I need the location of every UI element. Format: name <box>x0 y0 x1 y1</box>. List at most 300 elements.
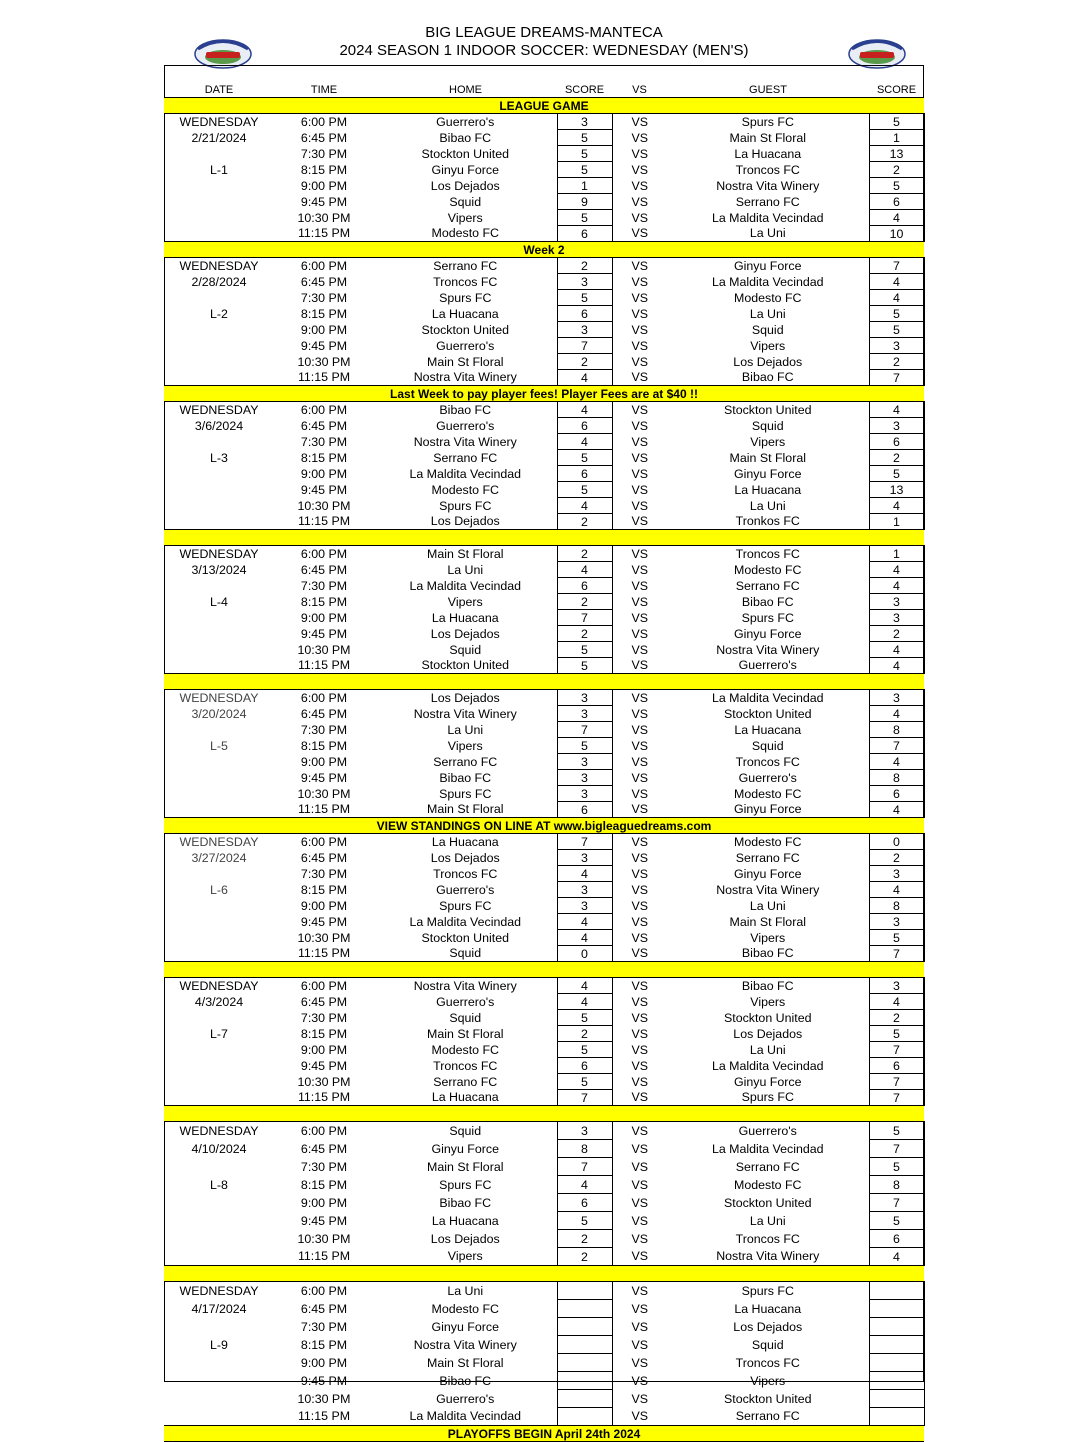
guest-team: Troncos FC <box>735 754 800 769</box>
game-row <box>164 1140 924 1158</box>
home-score: 3 <box>557 850 612 866</box>
game-time: 6:45 PM <box>300 706 348 721</box>
column-header-home: HOME <box>449 83 482 96</box>
game-time: 11:15 PM <box>297 1249 351 1264</box>
game-row <box>164 578 924 594</box>
home-score: 1 <box>557 178 612 194</box>
home-team: Modesto FC <box>431 1301 499 1316</box>
vs-label: VS <box>631 114 649 129</box>
game-day: WEDNESDAY <box>179 1283 259 1298</box>
home-team: Serrano FC <box>433 450 498 465</box>
game-time: 10:30 PM <box>297 210 351 225</box>
vs-label: VS <box>631 626 649 641</box>
guest-team: La Uni <box>749 498 786 513</box>
guest-score: 7 <box>869 1042 924 1058</box>
home-team: Stockton United <box>421 658 509 673</box>
guest-team: Ginyu Force <box>734 626 802 641</box>
game-time: 9:00 PM <box>300 610 348 625</box>
vs-label: VS <box>631 594 649 609</box>
home-team: Squid <box>449 642 482 657</box>
guest-score: 5 <box>869 1158 924 1176</box>
game-time: 9:00 PM <box>300 1042 348 1057</box>
guest-score: 3 <box>869 914 924 930</box>
home-team: La Uni <box>447 1283 484 1298</box>
vs-label: VS <box>631 194 649 209</box>
game-time: 11:15 PM <box>297 370 351 385</box>
league-week-label: L-1 <box>210 162 228 177</box>
guest-team: Main St Floral <box>729 130 806 145</box>
home-team: Bibao FC <box>439 770 492 785</box>
league-week-label: L-9 <box>210 1337 228 1352</box>
home-score: 5 <box>557 642 612 658</box>
game-row <box>164 1194 924 1212</box>
home-score: 3 <box>557 274 612 290</box>
guest-team: Guerrero's <box>738 658 797 673</box>
game-row <box>164 610 924 626</box>
guest-team: La Maldita Vecindad <box>711 1141 824 1156</box>
home-score: 5 <box>557 482 612 498</box>
home-team: Squid <box>449 1123 482 1138</box>
vs-label: VS <box>631 226 649 241</box>
vs-label: VS <box>631 914 649 929</box>
guest-score: 5 <box>869 466 924 482</box>
vs-label: VS <box>631 1159 649 1174</box>
game-row <box>164 1354 924 1372</box>
guest-team: Serrano FC <box>735 578 800 593</box>
home-score: 3 <box>557 322 612 338</box>
guest-team: La Maldita Vecindad <box>711 690 824 705</box>
date-cell <box>164 578 274 594</box>
guest-score: 4 <box>869 882 924 898</box>
game-row <box>164 1026 924 1042</box>
home-score: 4 <box>557 978 612 994</box>
guest-team: Serrano FC <box>735 850 800 865</box>
league-week-label: L-6 <box>210 882 228 897</box>
home-score: 2 <box>557 514 612 530</box>
guest-score: 1 <box>869 130 924 146</box>
guest-team: Troncos FC <box>735 1355 800 1370</box>
guest-team: La Uni <box>749 1213 786 1228</box>
game-row <box>164 114 924 130</box>
game-row <box>164 514 924 530</box>
home-score: 5 <box>557 210 612 226</box>
game-time: 9:45 PM <box>300 626 348 641</box>
game-time: 6:00 PM <box>300 402 348 417</box>
vs-label: VS <box>631 418 649 433</box>
guest-team: La Uni <box>749 306 786 321</box>
game-row <box>164 482 924 498</box>
home-team: La Huacana <box>431 306 499 321</box>
game-row <box>164 1010 924 1026</box>
game-row <box>164 738 924 754</box>
guest-score: 4 <box>869 994 924 1010</box>
game-time: 9:45 PM <box>300 914 348 929</box>
guest-team: Serrano FC <box>735 1159 800 1174</box>
week-band <box>164 1106 924 1122</box>
week-band <box>164 530 924 546</box>
date-cell <box>164 754 274 770</box>
home-team: Main St Floral <box>427 1026 504 1041</box>
guest-team: Bibao FC <box>741 946 794 961</box>
date-cell <box>164 610 274 626</box>
home-score: 2 <box>557 1026 612 1042</box>
home-score <box>557 1390 612 1408</box>
home-score: 4 <box>557 866 612 882</box>
vs-label: VS <box>631 610 649 625</box>
home-score: 6 <box>557 226 612 242</box>
game-time: 7:30 PM <box>300 146 348 161</box>
home-team: Los Dejados <box>430 178 500 193</box>
home-score: 5 <box>557 146 612 162</box>
guest-score: 6 <box>869 1058 924 1074</box>
guest-score: 3 <box>869 418 924 434</box>
game-day: WEDNESDAY <box>179 978 259 993</box>
guest-team: La Huacana <box>734 722 802 737</box>
vs-label: VS <box>631 514 649 529</box>
vs-label: VS <box>631 546 649 561</box>
game-row <box>164 1318 924 1336</box>
home-score <box>557 1354 612 1372</box>
date-cell <box>164 642 274 658</box>
date-cell <box>164 722 274 738</box>
guest-team: La Uni <box>749 226 786 241</box>
home-score: 3 <box>557 690 612 706</box>
date-cell <box>164 1212 274 1230</box>
game-row <box>164 786 924 802</box>
league-week-label: L-3 <box>210 450 228 465</box>
game-row <box>164 178 924 194</box>
guest-score: 2 <box>869 1010 924 1026</box>
game-time: 6:45 PM <box>300 130 348 145</box>
game-time: 7:30 PM <box>300 1319 348 1334</box>
date-cell <box>164 1230 274 1248</box>
home-team: La Maldita Vecindad <box>409 1409 522 1424</box>
guest-team: Stockton United <box>724 402 812 417</box>
home-score: 6 <box>557 306 612 322</box>
game-row <box>164 370 924 386</box>
game-time: 6:45 PM <box>300 1141 348 1156</box>
column-header-vs: VS <box>632 83 647 96</box>
home-team: Modesto FC <box>431 482 499 497</box>
guest-score <box>869 1372 924 1390</box>
guest-score: 4 <box>869 274 924 290</box>
home-team: Los Dejados <box>430 1231 500 1246</box>
home-score: 3 <box>557 786 612 802</box>
guest-score: 4 <box>869 658 924 674</box>
home-team: Troncos FC <box>433 1058 498 1073</box>
date-cell <box>164 1248 274 1266</box>
game-row <box>164 546 924 562</box>
home-score: 7 <box>557 1158 612 1176</box>
guest-score: 8 <box>869 1176 924 1194</box>
vs-label: VS <box>631 722 649 737</box>
guest-team: Main St Floral <box>729 914 806 929</box>
game-time: 6:45 PM <box>300 274 348 289</box>
vs-label: VS <box>631 1042 649 1057</box>
date-cell <box>164 1372 274 1390</box>
home-score: 5 <box>557 658 612 674</box>
date-cell <box>164 1058 274 1074</box>
date-cell <box>164 1042 274 1058</box>
home-score: 5 <box>557 738 612 754</box>
home-team: La Maldita Vecindad <box>409 466 522 481</box>
game-row <box>164 306 924 322</box>
game-row <box>164 1282 924 1300</box>
home-score: 3 <box>557 898 612 914</box>
home-score: 5 <box>557 1212 612 1230</box>
guest-score: 3 <box>869 610 924 626</box>
vs-label: VS <box>631 1249 649 1264</box>
game-time: 9:45 PM <box>300 1058 348 1073</box>
home-team: Guerrero's <box>436 994 495 1009</box>
game-time: 6:45 PM <box>300 562 348 577</box>
guest-team: Stockton United <box>724 1195 812 1210</box>
guest-score: 5 <box>869 1122 924 1140</box>
game-time: 10:30 PM <box>297 1391 351 1406</box>
game-row <box>164 338 924 354</box>
guest-team: Modesto FC <box>734 834 802 849</box>
game-time: 6:00 PM <box>300 1123 348 1138</box>
game-day: WEDNESDAY <box>179 834 259 849</box>
date-cell <box>164 338 274 354</box>
guest-team: Nostra Vita Winery <box>716 642 820 657</box>
guest-score: 4 <box>869 578 924 594</box>
guest-score <box>869 1408 924 1426</box>
game-row <box>164 754 924 770</box>
vs-label: VS <box>631 930 649 945</box>
home-team: La Huacana <box>431 834 499 849</box>
guest-score: 4 <box>869 210 924 226</box>
game-time: 10:30 PM <box>297 1074 351 1089</box>
guest-score: 7 <box>869 258 924 274</box>
game-row <box>164 594 924 610</box>
vs-label: VS <box>631 1090 649 1105</box>
game-row <box>164 866 924 882</box>
guest-score <box>869 1390 924 1408</box>
vs-label: VS <box>631 1058 649 1073</box>
home-score: 2 <box>557 546 612 562</box>
date-cell <box>164 514 274 530</box>
guest-score: 4 <box>869 1248 924 1266</box>
game-time: 6:00 PM <box>300 1283 348 1298</box>
week-band-text <box>164 530 924 546</box>
game-time: 9:00 PM <box>300 898 348 913</box>
home-team: Squid <box>449 946 482 961</box>
guest-team: Modesto FC <box>734 1177 802 1192</box>
guest-score: 6 <box>869 786 924 802</box>
guest-team: La Uni <box>749 1042 786 1057</box>
game-row <box>164 274 924 290</box>
guest-team: Troncos FC <box>735 1231 800 1246</box>
home-score: 4 <box>557 930 612 946</box>
game-time: 6:45 PM <box>300 994 348 1009</box>
week-band <box>164 674 924 690</box>
home-score: 7 <box>557 610 612 626</box>
home-team: Bibao FC <box>439 130 492 145</box>
game-row <box>164 1042 924 1058</box>
vs-label: VS <box>631 322 649 337</box>
guest-team: La Uni <box>749 898 786 913</box>
home-team: Serrano FC <box>433 1074 498 1089</box>
home-team: La Huacana <box>431 610 499 625</box>
guest-score: 6 <box>869 1230 924 1248</box>
home-team: Ginyu Force <box>431 1141 499 1156</box>
game-time: 7:30 PM <box>300 578 348 593</box>
guest-score: 4 <box>869 802 924 818</box>
game-time: 11:15 PM <box>297 658 351 673</box>
guest-team: Ginyu Force <box>734 466 802 481</box>
game-row <box>164 850 924 866</box>
home-score: 5 <box>557 1010 612 1026</box>
guest-team: Vipers <box>750 1373 786 1388</box>
guest-score: 4 <box>869 642 924 658</box>
league-week-label: L-2 <box>210 306 228 321</box>
home-team: Spurs FC <box>439 290 492 305</box>
vs-label: VS <box>631 1026 649 1041</box>
game-time: 8:15 PM <box>300 450 348 465</box>
home-score <box>557 1300 612 1318</box>
home-team: Guerrero's <box>436 1391 495 1406</box>
vs-label: VS <box>631 1010 649 1025</box>
date-cell <box>164 1408 274 1426</box>
guest-team: Modesto FC <box>734 562 802 577</box>
game-time: 6:00 PM <box>300 834 348 849</box>
game-day: WEDNESDAY <box>179 402 259 417</box>
home-team: Vipers <box>447 594 483 609</box>
guest-team: Squid <box>751 322 784 337</box>
vs-label: VS <box>631 162 649 177</box>
home-team: Serrano FC <box>433 754 498 769</box>
game-day: WEDNESDAY <box>179 690 259 705</box>
home-team: Bibao FC <box>439 402 492 417</box>
date-cell <box>164 1318 274 1336</box>
game-row <box>164 1372 924 1390</box>
week-band-text: LEAGUE GAME <box>164 98 924 114</box>
game-row <box>164 322 924 338</box>
guest-team: Vipers <box>750 338 786 353</box>
guest-team: Vipers <box>750 930 786 945</box>
vs-label: VS <box>631 434 649 449</box>
date-cell <box>164 1194 274 1212</box>
guest-team: Spurs FC <box>741 1283 794 1298</box>
guest-score: 7 <box>869 738 924 754</box>
guest-score: 3 <box>869 866 924 882</box>
guest-score: 2 <box>869 354 924 370</box>
game-time: 9:45 PM <box>300 482 348 497</box>
home-score: 6 <box>557 466 612 482</box>
home-score: 5 <box>557 130 612 146</box>
vs-label: VS <box>631 1231 649 1246</box>
date-cell <box>164 802 274 818</box>
guest-team: Bibao FC <box>741 594 794 609</box>
home-score: 6 <box>557 802 612 818</box>
guest-team: Los Dejados <box>733 1026 803 1041</box>
game-time: 10:30 PM <box>297 642 351 657</box>
vs-label: VS <box>631 178 649 193</box>
home-team: Spurs FC <box>439 1177 492 1192</box>
guest-score: 0 <box>869 834 924 850</box>
home-score: 2 <box>557 1248 612 1266</box>
game-row <box>164 1408 924 1426</box>
home-score: 7 <box>557 834 612 850</box>
game-row <box>164 946 924 962</box>
guest-team: Vipers <box>750 434 786 449</box>
date-cell <box>164 1010 274 1026</box>
vs-label: VS <box>631 898 649 913</box>
home-team: Los Dejados <box>430 850 500 865</box>
guest-team: Tronkos FC <box>735 514 800 529</box>
home-score <box>557 1408 612 1426</box>
guest-score: 2 <box>869 626 924 642</box>
home-team: Vipers <box>447 210 483 225</box>
game-time: 6:00 PM <box>300 258 348 273</box>
vs-label: VS <box>631 258 649 273</box>
home-score: 6 <box>557 1058 612 1074</box>
home-score: 2 <box>557 626 612 642</box>
vs-label: VS <box>631 274 649 289</box>
home-team: Nostra Vita Winery <box>413 434 517 449</box>
guest-team: Troncos FC <box>735 546 800 561</box>
week-band <box>164 1266 924 1282</box>
game-row <box>164 418 924 434</box>
guest-team: Ginyu Force <box>734 866 802 881</box>
league-week-label: L-8 <box>210 1177 228 1192</box>
date-cell <box>164 226 274 242</box>
game-time: 7:30 PM <box>300 1010 348 1025</box>
vs-label: VS <box>631 1213 649 1228</box>
home-team: Nostra Vita Winery <box>413 370 517 385</box>
guest-team: Nostra Vita Winery <box>716 178 820 193</box>
guest-team: Los Dejados <box>733 1319 803 1334</box>
date-cell <box>164 146 274 162</box>
guest-team: La Maldita Vecindad <box>711 210 824 225</box>
game-time: 11:15 PM <box>297 1409 351 1424</box>
date-cell <box>164 898 274 914</box>
guest-score: 3 <box>869 594 924 610</box>
guest-score: 5 <box>869 1212 924 1230</box>
game-time: 7:30 PM <box>300 290 348 305</box>
column-header-guest: GUEST <box>749 83 787 96</box>
game-row <box>164 498 924 514</box>
vs-label: VS <box>631 786 649 801</box>
home-score: 3 <box>557 114 612 130</box>
game-row <box>164 978 924 994</box>
column-header-date: DATE <box>204 83 234 96</box>
week-band-text <box>164 1106 924 1122</box>
game-row <box>164 258 924 274</box>
game-day: WEDNESDAY <box>179 258 259 273</box>
vs-label: VS <box>631 1409 649 1424</box>
guest-team: Squid <box>751 738 784 753</box>
vs-label: VS <box>631 946 649 961</box>
game-row <box>164 1058 924 1074</box>
league-week-label: L-4 <box>210 594 228 609</box>
vs-label: VS <box>631 1391 649 1406</box>
home-team: Guerrero's <box>436 882 495 897</box>
guest-score: 5 <box>869 1026 924 1042</box>
home-score: 4 <box>557 562 612 578</box>
vs-label: VS <box>631 1319 649 1334</box>
game-time: 10:30 PM <box>297 354 351 369</box>
home-team: La Huacana <box>431 1213 499 1228</box>
vs-label: VS <box>631 306 649 321</box>
date-cell <box>164 354 274 370</box>
game-row <box>164 690 924 706</box>
game-row <box>164 1074 924 1090</box>
guest-team: Modesto FC <box>734 786 802 801</box>
game-date: 4/17/2024 <box>191 1301 247 1316</box>
date-cell <box>164 930 274 946</box>
